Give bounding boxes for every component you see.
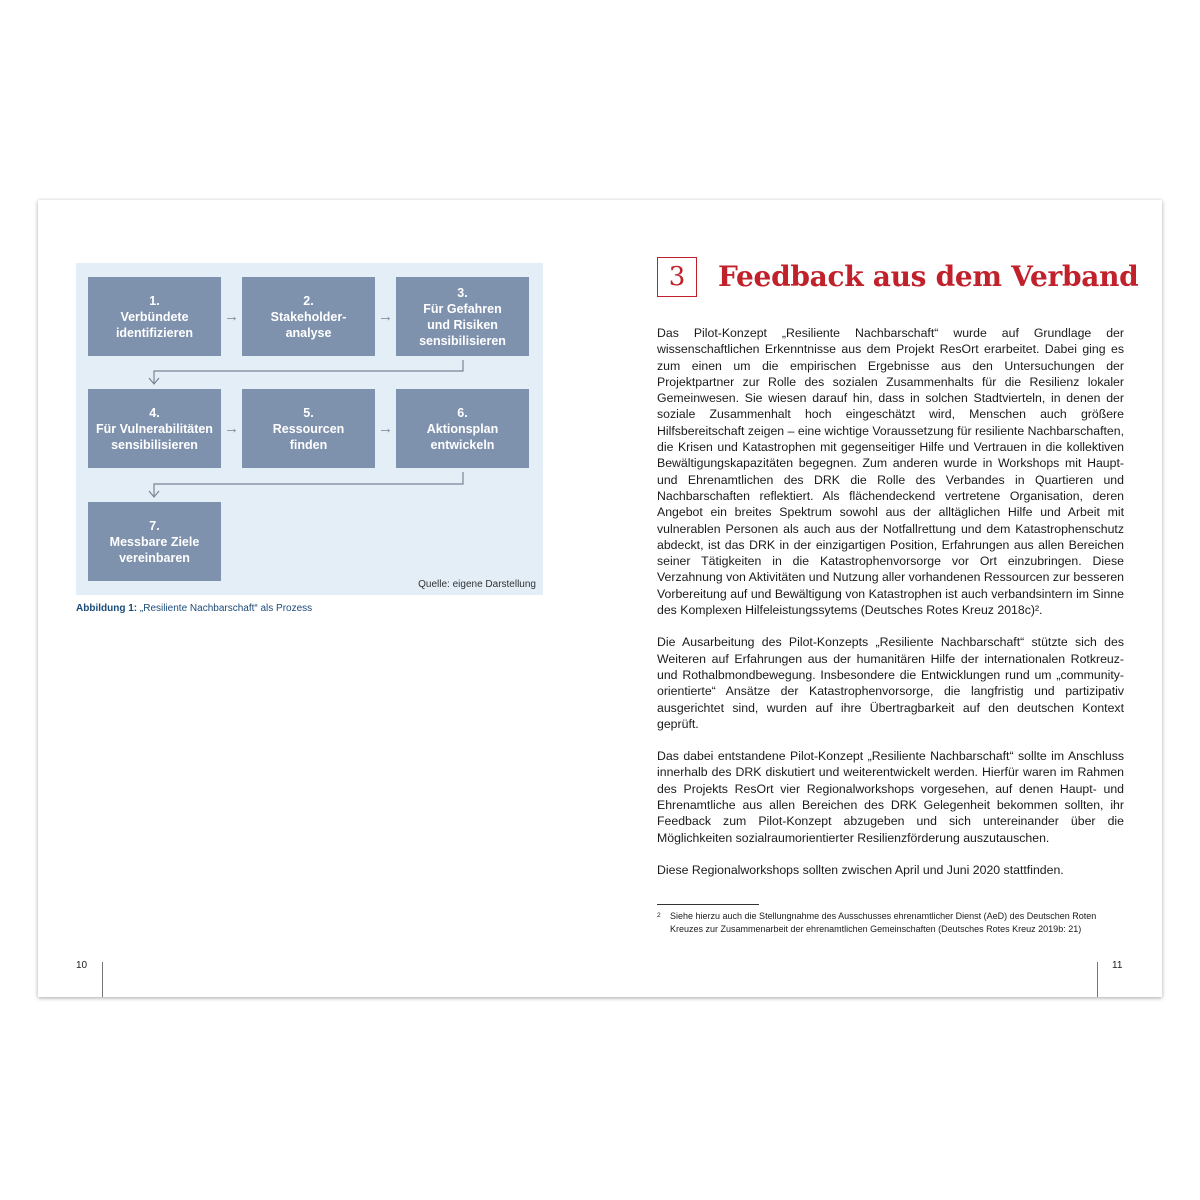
arrow-right-icon: → [224,420,239,437]
page-number-right: 11 [1112,960,1123,971]
chapter-number: 3 [657,257,697,297]
step-label-line: Stakeholder- [270,309,347,324]
step-label-line: Ressourcen [272,421,345,436]
arrow-right-icon: → [378,308,393,325]
step-number: 3. [457,285,468,300]
row1-to-row2-connector [154,360,463,383]
step-number: 1. [149,293,160,308]
footnote-text: Siehe hierzu auch die Stellungnahme des Ausschusses ehrenamtlicher Dienst (AeD) des Deutschen Roten Kreuzes zur Zusammenarbeit der ehrenamtlichen Gemeinschaften (Deutsches Rotes Kreuz 2019b: 21) [670,911,1097,934]
process-step-3 [396,277,529,356]
body-text [657,325,1124,894]
step-label-line: entwickeln [430,437,495,452]
step-number: 7. [149,518,160,533]
arrow-right-icon: → [378,420,393,437]
step-label-line: Für Gefahren [423,301,502,316]
step-label-line: sensibilisieren [111,437,198,452]
figure-caption [76,603,312,614]
process-step-2 [242,277,375,356]
step-label-line: finden [289,437,328,452]
arrow-right-icon: → [224,308,239,325]
paragraph: Das Pilot-Konzept „Resiliente Nachbarschaft“ wurde auf Grundlage der wissenschaftlichen Erkenntnisse aus dem Projekt ResOrt erarbeitet. Dabei ging es zum einen um die empirischen Ergebnisse aus den Untersuchungen der Projektpartner zur Rolle des sozialen Zusammenhalts für die Resilienz lokaler Gemeinwesen. Sie wiesen darauf hin, dass in solchen Stadtvierteln, in denen der soziale Zusammenhalt hoch eingeschätzt wird, Menschen auch größere Hilfsbereitschaft zeigen – eine wichtige Voraussetzung für resiliente Nachbarschaften, die Krisen und Katastrophen mit gegenseitiger Hilfe und Vertrauen in die kollektiven Bewältigungskapazitäten begegnen. Zum anderen wurde in Workshops mit Haupt- und Ehrenamtlichen des DRK die Rolle des Verbandes in Quartieren und Nachbarschaften reflektiert. Als flächendeckend vertretene Organisation, deren Angebot ein breites Spektrum sowohl aus der alltäglichen Hilfe und Arbeit mit vulnerablen Personen als auch aus der Notfallrettung und dem Katastrophenschutz abdeckt, ist das DRK in der einzigartigen Position, Erfahrungen aus allen Bereichen seiner Tätigkeiten in die Katastrophenvorsorge vor Ort einzubringen. Diese Verzahnung von Aktivitäten und Nutzung aller vorhandenen Ressourcen zur besseren Vorbereitung auf und Bewältigung von Katastrophen ist auch verbandsintern im Sinne des Komplexen Hilfeleistungssytems (Deutsches Rotes Kreuz 2018c)². [657,326,1124,618]
process-step-6 [396,389,529,468]
row2-to-row3-connector [154,472,463,496]
process-step-4 [88,389,221,468]
page-rule-right [1097,962,1098,997]
paragraph: Diese Regionalworkshops sollten zwischen April und Juni 2020 stattfinden. [657,862,1064,877]
figure-caption-label: Abbildung 1: [76,603,138,614]
process-step-5 [242,389,375,468]
page-number-left: 10 [76,960,88,971]
step-label-line: vereinbaren [119,550,190,565]
step-number: 6. [457,405,468,420]
figure-source: Quelle: eigene Darstellung [418,579,536,590]
footnote-number: 2 [657,912,661,919]
step-label-line: Für Vulnerabilitäten [96,421,213,436]
footnote-divider [657,904,759,905]
book-spread [38,200,1162,997]
step-label-line: Messbare Ziele [109,534,200,549]
process-step-1 [88,277,221,356]
step-label-line: Verbündete [120,309,189,324]
step-label-line: analyse [285,325,332,340]
step-number: 2. [303,293,314,308]
step-label-line: und Risiken [427,317,498,332]
page-rule-left [102,962,103,997]
step-label-line: sensibilisieren [419,333,506,348]
process-figure [76,263,543,595]
paragraph: Die Ausarbeitung des Pilot-Konzepts „Resiliente Nachbarschaft“ stützte sich des Weiteren auf Erfahrungen aus der humanitären Hilfe der internationalen Rotkreuz- und Rothalbmondbewegung. Insbesondere die Entwicklungen rund um „community-orientierte“ Ansätze der Katastrophenvorsorge, die langfristig und partizipativ ausgerichtet sind, wurden auf ihre Übertragbarkeit auf den deutschen Kontext geprüft. [657,635,1124,731]
step-label-line: Aktionsplan [426,421,499,436]
figure-caption-text: „Resiliente Nachbarschaft“ als Prozess [139,603,313,614]
step-number: 4. [149,405,160,420]
process-step-7 [88,502,221,581]
paragraph: Das dabei entstandene Pilot-Konzept „Resiliente Nachbarschaft“ sollte im Anschluss innerhalb des DRK diskutiert und weiterentwickelt werden. Hierfür waren im Rahmen des Projekts ResOrt vier Regionalworkshops vorgesehen, auf denen Haupt- und Ehrenamtliche aus allen Bereichen des DRK Gelegenheit bekommen sollten, ihr Feedback zum Pilot-Konzept abzugeben und sich untereinander über die Möglichkeiten sozialraumorientierter Resilienzförderung auszutauschen. [657,749,1124,845]
chapter-title: Feedback aus dem Verband [718,260,1139,293]
step-number: 5. [303,405,314,420]
step-label-line: identifizieren [115,325,194,340]
footnote [657,910,1127,936]
